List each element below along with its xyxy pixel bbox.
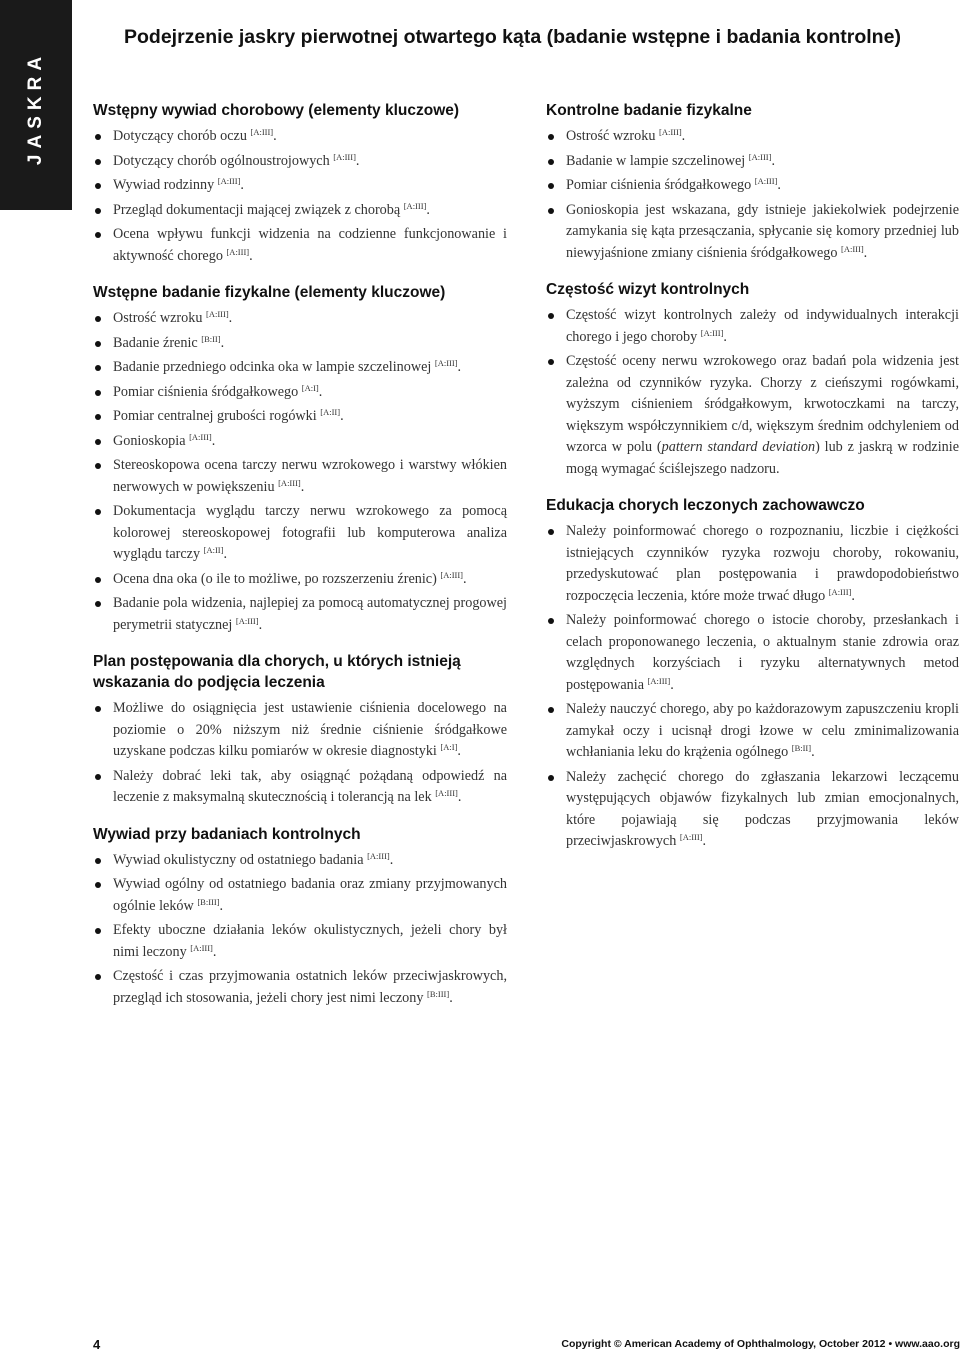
section-wstepny-wywiad-chorobowy-elementy-kluczo	[93, 100, 507, 267]
evidence-rating: [A:III]	[189, 431, 212, 442]
list-item	[93, 698, 507, 763]
list-item	[93, 850, 507, 872]
item-end-punctuation: .	[851, 587, 855, 604]
evidence-rating: [A:III]	[226, 246, 250, 257]
item-text: Badanie w lampie szczelinowej	[566, 152, 749, 169]
item-text: Możliwe do osiągnięcia jest ustawienie ciśnienia docelowego na poziomie o 20% niższym niż średnie ciśnienie śródgałkowe uzyskane podczas kilku pomiarów w okresie diagnostyki	[113, 700, 507, 759]
list-item	[93, 431, 507, 453]
list-item	[93, 151, 507, 173]
list-item	[93, 920, 507, 963]
item-text: Należy poinformować chorego o istocie choroby, przesłankach i celach proponowanego leczenia, o aktualnym stanie zdrowia oraz względnych korzyściach i ryzyku alternatywnych metod postępowania	[566, 612, 959, 693]
bullet-list	[93, 308, 507, 636]
item-end-punctuation: .	[240, 177, 244, 193]
section-heading: Plan postępowania dla chorych, u których istnieją wskazania do podjęcia leczenia	[93, 653, 461, 691]
item-end-punctuation: .	[273, 128, 277, 144]
evidence-rating: [A:III]	[679, 832, 703, 842]
bullet-list	[546, 126, 959, 264]
item-text: Przegląd dokumentacji mającej związek z chorobą	[113, 201, 404, 218]
evidence-rating: [A:II]	[320, 407, 341, 417]
list-item	[93, 874, 507, 917]
list-item	[546, 767, 959, 853]
page-title: Podejrzenie jaskry pierwotnej otwartego kąta (badanie wstępne i badania kontrolne)	[124, 26, 901, 48]
section-tab	[0, 0, 72, 210]
list-item	[546, 175, 959, 197]
evidence-rating: [A:III]	[828, 586, 852, 597]
list-item	[93, 333, 507, 355]
evidence-rating: [A:III]	[278, 477, 301, 488]
evidence-rating: [A:I]	[440, 742, 458, 752]
bullet-list	[93, 850, 507, 1010]
item-text: Ostrość wzroku	[566, 128, 659, 144]
bullet-list	[546, 305, 959, 480]
evidence-rating: [A:III]	[434, 358, 458, 368]
list-item	[93, 357, 507, 379]
evidence-rating: [A:III]	[748, 151, 772, 162]
item-end-punctuation: .	[228, 310, 233, 326]
item-end-punctuation: .	[355, 152, 360, 169]
list-item	[93, 382, 507, 404]
section-tab-label: JASKRA	[25, 50, 46, 166]
evidence-rating: [A:III]	[700, 327, 724, 338]
bullet-list	[93, 698, 507, 809]
item-end-punctuation: .	[219, 897, 224, 914]
item-text: Dotyczący chorób ogólnoustrojowych	[113, 152, 334, 169]
list-item	[93, 308, 507, 330]
item-end-punctuation: .	[249, 247, 253, 264]
item-text: Badanie przedniego odcinka oka w lampie szczelinowej	[113, 359, 435, 375]
section-edukacja-chorych-leczonych-zachowawczo	[546, 495, 959, 853]
evidence-rating: [A:III]	[333, 151, 356, 162]
page-number: 4	[93, 1337, 101, 1352]
section-czestosc-wizyt-kontrolnych	[546, 279, 959, 480]
section-wywiad-przy-badaniach-kontrolnych	[93, 824, 507, 1010]
item-end-punctuation: .	[457, 359, 462, 375]
evidence-rating: [A:III]	[403, 200, 427, 211]
item-text: Dotyczący chorób oczu	[113, 128, 251, 144]
list-item	[546, 610, 959, 696]
left-column	[93, 100, 507, 1024]
item-end-punctuation: .	[258, 616, 263, 633]
item-text: Dokumentacja wyglądu tarczy nerwu wzrokowego za pomocą kolorowej stereoskopowej fotografii lub komputerowa analiza wyglądu tarczy	[113, 503, 507, 562]
list-item	[546, 151, 959, 173]
list-item	[546, 521, 959, 607]
item-end-punctuation: .	[426, 201, 430, 218]
list-item	[93, 569, 507, 591]
evidence-rating: [B:II]	[201, 333, 221, 344]
bullet-list	[546, 521, 959, 853]
bullet-list	[93, 126, 507, 267]
list-item	[93, 766, 507, 809]
item-end-punctuation: .	[670, 676, 674, 693]
item-end-punctuation: .	[457, 789, 462, 805]
item-end-punctuation: .	[463, 570, 467, 587]
item-end-punctuation: .	[771, 152, 775, 169]
item-text: Pomiar ciśnienia śródgałkowego	[566, 177, 755, 193]
evidence-rating: [A:I]	[301, 382, 319, 393]
item-end-punctuation: .	[723, 328, 727, 345]
list-item	[93, 455, 507, 498]
item-text: Należy nauczyć chorego, aby po każdorazowym zapuszczeniu kropli zamykał oczy i ucisnął drogi łzowe w celu zminimalizowania wchłaniania leku do krążenia ogólnego	[566, 701, 959, 760]
evidence-rating: [A:III]	[754, 176, 778, 186]
section-heading: Edukacja chorych leczonych zachowawczo	[546, 497, 865, 514]
evidence-rating: [A:III]	[440, 569, 464, 580]
evidence-rating: [B:II]	[791, 743, 812, 753]
evidence-rating: [A:III]	[435, 788, 458, 798]
list-item	[93, 966, 507, 1009]
evidence-rating: [A:III]	[367, 850, 390, 861]
item-end-punctuation: .	[223, 546, 227, 562]
evidence-rating: [A:II]	[203, 545, 224, 555]
list-item	[93, 200, 507, 222]
evidence-rating: [B:III]	[197, 896, 220, 907]
item-end-punctuation: .	[702, 833, 707, 849]
list-item	[546, 351, 959, 480]
item-end-punctuation: .	[777, 177, 781, 193]
item-end-punctuation: .	[449, 989, 453, 1006]
list-item	[93, 224, 507, 267]
item-text: Pomiar ciśnienia śródgałkowego	[113, 383, 302, 400]
section-plan-postepowania-dla-chorych-u-ktorych-	[93, 651, 507, 809]
item-text: Wywiad rodzinny	[113, 177, 218, 193]
evidence-rating: [B:III]	[427, 988, 450, 999]
item-text: Ocena dna oka (o ile to możliwe, po rozszerzeniu źrenic)	[113, 570, 441, 587]
item-italic-text: pattern standard deviation	[661, 439, 816, 455]
evidence-rating: [A:III]	[206, 309, 229, 319]
item-text: Należy poinformować chorego o rozpoznaniu, liczbie i ciężkości istniejących czynników ryzyka rozwoju choroby, rokowaniu, przedyskutować plan postępowania i prawdopodobieństwo rozpoczęcia leczenia, które może trwać długo	[566, 523, 959, 604]
item-end-punctuation: .	[863, 244, 868, 261]
item-end-punctuation: .	[211, 432, 216, 449]
item-text: Gonioskopia	[113, 432, 190, 449]
item-text: Wywiad ogólny od ostatniego badania oraz zmiany przyjmowanych ogólnie leków	[113, 876, 507, 914]
item-end-punctuation: .	[318, 383, 323, 400]
item-text: Gonioskopia jest wskazana, gdy istnieje jakiekolwiek podejrzenie zamykania się kąta przesączania, spłycanie się komory przedniej lub niewyjaśnione zmiany ciśnienia śródgałkowego	[566, 201, 959, 261]
list-item	[93, 406, 507, 428]
section-heading: Częstość wizyt kontrolnych	[546, 281, 750, 298]
section-wstepne-badanie-fizykalne-elementy-klucz	[93, 282, 507, 636]
item-text: Pomiar centralnej grubości rogówki	[113, 408, 321, 424]
evidence-rating: [A:III]	[647, 675, 671, 686]
item-text: Wywiad okulistyczny od ostatniego badania	[113, 851, 368, 868]
item-end-punctuation: .	[389, 851, 394, 868]
item-text: Badanie źrenic	[113, 334, 202, 351]
evidence-rating: [A:III]	[841, 243, 864, 254]
item-text: Ostrość wzroku	[113, 310, 206, 326]
item-end-punctuation: .	[212, 943, 217, 960]
item-text: Efekty uboczne działania leków okulistycznych, jeżeli chory był nimi leczony	[113, 922, 507, 960]
section-kontrolne-badanie-fizykalne	[546, 100, 959, 264]
section-heading: Kontrolne badanie fizykalne	[546, 102, 752, 119]
item-text: Ocena wpływu funkcji widzenia na codzienne funkcjonowanie i aktywność chorego	[113, 226, 507, 264]
item-text: Stereoskopowa ocena tarczy nerwu wzrokowego i warstwy włókien nerwowych w powiększeniu	[113, 457, 507, 495]
list-item	[546, 200, 959, 265]
list-item	[93, 175, 507, 197]
item-text: Częstość oceny nerwu wzrokowego oraz badań pola widzenia jest zależna od czynników ryzyka. Chorzy z cieńszymi rogówkami, wyższym ciśnieniem śródgałkowym, krwotoczkami na tarczy, większym współczynnikiem c/d, większym średnim odchyleniem od wzorca w polu (	[566, 353, 959, 455]
section-heading: Wstępny wywiad chorobowy (elementy kluczowe)	[93, 102, 460, 119]
list-item	[546, 305, 959, 348]
item-text: Należy dobrać leki tak, aby osiągnąć pożądaną odpowiedź na leczenie z maksymalną skutecznością i tolerancją na lek	[113, 767, 507, 805]
item-text: Częstość wizyt kontrolnych zależy od indywidualnych interakcji chorego i jego choroby	[566, 307, 959, 345]
evidence-rating: [A:III]	[217, 176, 241, 186]
list-item	[93, 593, 507, 636]
item-end-punctuation: .	[300, 478, 305, 495]
section-heading: Wywiad przy badaniach kontrolnych	[93, 825, 361, 843]
item-end-punctuation: .	[681, 128, 686, 144]
evidence-rating: [A:III]	[235, 615, 259, 626]
evidence-rating: [A:III]	[190, 942, 213, 953]
list-item	[546, 126, 959, 148]
item-text: Należy zachęcić chorego do zgłaszania lekarzowi leczącemu występujących objawów fizykalnych lub zmian emocjonalnych, które pojawiają się podczas przyjmowania leków przeciwjaskrowych	[566, 768, 959, 849]
list-item	[93, 126, 507, 148]
item-end-punctuation: .	[457, 743, 461, 759]
right-column	[546, 100, 959, 868]
list-item	[93, 501, 507, 566]
evidence-rating: [A:III]	[659, 127, 682, 137]
list-item	[546, 699, 959, 764]
section-heading: Wstępne badanie fizykalne (elementy kluczowe)	[93, 284, 446, 301]
item-end-punctuation: .	[340, 408, 344, 424]
item-end-punctuation: .	[811, 744, 815, 760]
item-end-punctuation: .	[220, 334, 225, 351]
item-text: Częstość i czas przyjmowania ostatnich leków przeciwjaskrowych, przegląd ich stosowania, jeżeli chory jest nimi leczony	[113, 968, 507, 1006]
copyright-notice: Copyright © American Academy of Ophthalmology, October 2012 • www.aao.org	[561, 1338, 960, 1350]
item-text: Badanie pola widzenia, najlepiej za pomocą automatycznej progowej perymetrii statycznej	[113, 595, 507, 633]
item-text-continued: ) lub z jaskrą w rodzinie mogą wymagać ściślejszego nadzoru.	[566, 439, 959, 477]
evidence-rating: [A:III]	[250, 127, 274, 137]
